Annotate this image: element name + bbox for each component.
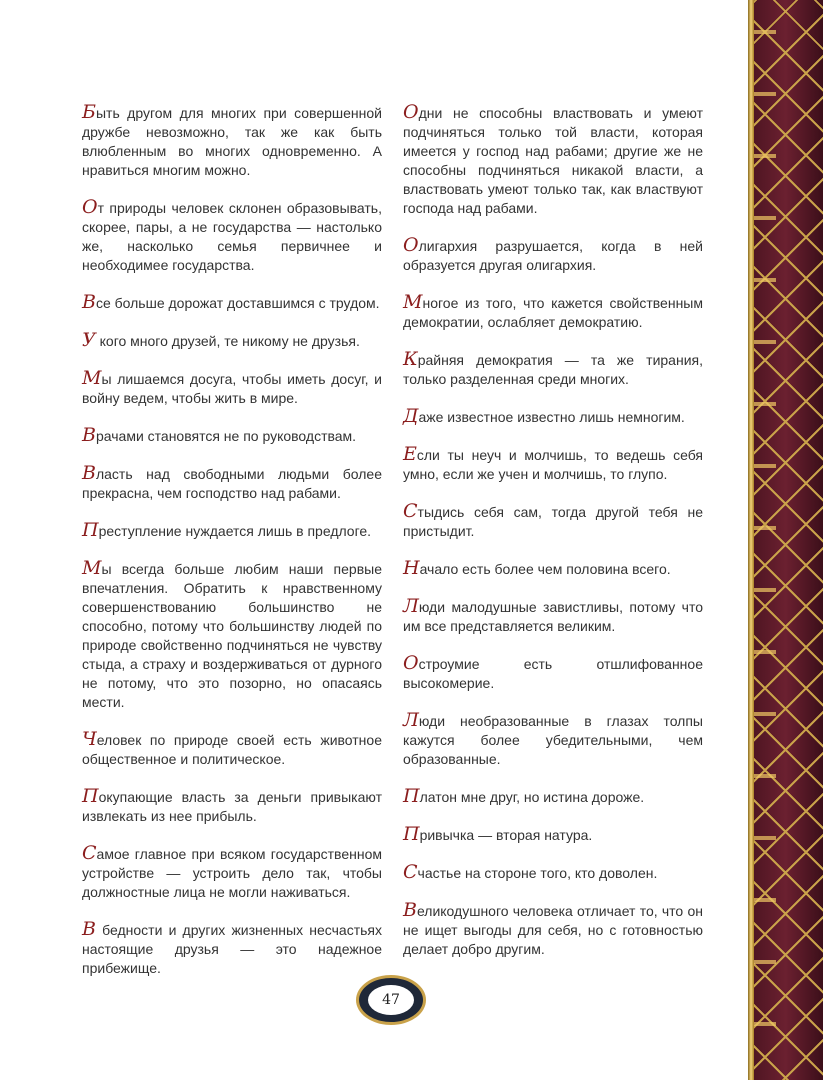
drop-initial: Л — [403, 709, 419, 731]
quote-paragraph — [82, 424, 382, 446]
quote-text: юди необразованные в глазах толпы кажутся более убедительными, чем образованные. — [403, 713, 703, 767]
quote-paragraph — [82, 842, 382, 902]
quote-paragraph — [82, 101, 382, 180]
quote-paragraph — [403, 101, 703, 218]
drop-initial: В — [82, 918, 96, 940]
quote-paragraph — [403, 405, 703, 427]
drop-initial: О — [82, 196, 98, 218]
quote-text: еловек по природе своей есть животное общественное и политическое. — [82, 732, 382, 767]
quote-paragraph — [403, 291, 703, 332]
drop-initial: В — [82, 424, 96, 446]
quote-text: ногое из того, что кажется свойственным демократии, ослабляет демократию. — [403, 295, 703, 330]
drop-initial: С — [82, 842, 97, 864]
quote-paragraph — [82, 519, 382, 541]
quote-paragraph — [82, 918, 382, 978]
drop-initial: О — [403, 652, 419, 674]
drop-initial: П — [403, 823, 420, 845]
drop-initial: Ч — [82, 728, 97, 750]
quote-text: окупающие власть за деньги привыкают извлекать из нее прибыль. — [82, 789, 382, 824]
quote-text: се больше дорожат доставшимся с трудом. — [95, 295, 380, 311]
quote-paragraph — [82, 329, 382, 351]
drop-initial: Д — [403, 405, 419, 427]
quote-paragraph — [82, 291, 382, 313]
quote-text: амое главное при всяком государственном устройстве — устроить дело так, чтобы должностные лица не могли наживаться. — [82, 846, 382, 900]
drop-initial: М — [82, 557, 102, 579]
quote-paragraph — [403, 500, 703, 541]
quote-text: ы лишаемся досуга, чтобы иметь досуг, и войну ведем, чтобы жить в мире. — [82, 371, 382, 406]
quote-paragraph — [403, 652, 703, 693]
drop-initial: У — [82, 329, 96, 351]
drop-initial: П — [82, 785, 99, 807]
drop-initial: С — [403, 500, 418, 522]
drop-initial: Л — [403, 595, 419, 617]
drop-initial: М — [403, 291, 423, 313]
quote-paragraph — [403, 595, 703, 636]
gold-ornament — [754, 0, 776, 1080]
quote-paragraph — [403, 899, 703, 959]
quote-paragraph — [403, 709, 703, 769]
quote-text: юди малодушные завистливы, потому что им все представляется великим. — [403, 599, 703, 634]
quote-text: кого много друзей, те никому не друзья. — [95, 333, 360, 349]
quote-paragraph — [403, 443, 703, 484]
quote-text: райняя демократия — та же тирания, только разделенная среди многих. — [403, 352, 703, 387]
quote-paragraph — [403, 557, 703, 579]
drop-initial: В — [82, 291, 96, 313]
drop-initial: Н — [403, 557, 420, 579]
quote-paragraph — [82, 196, 382, 275]
drop-initial: О — [403, 234, 419, 256]
drop-initial: П — [403, 785, 420, 807]
drop-initial: М — [82, 367, 102, 389]
quote-paragraph — [403, 234, 703, 275]
quote-text: аже известное известно лишь немногим. — [418, 409, 685, 425]
quote-text: еликодушного человека отличает то, что он не ищет выгоды для себя, но с готовностью делает добро другим. — [403, 903, 703, 957]
quote-paragraph — [82, 557, 382, 712]
quote-paragraph — [82, 785, 382, 826]
quote-text: латон мне друг, но истина дороже. — [419, 789, 645, 805]
quote-text: тыдись себя сам, тогда другой тебя не пристыдит. — [403, 504, 703, 539]
quote-text: ыть другом для многих при совершенной дружбе невозможно, так же как быть влюбленным во многих одновременно. А нравиться многим можно. — [82, 105, 382, 178]
quote-paragraph — [82, 462, 382, 503]
quote-text: ласть над свободными людьми более прекрасна, чем господство над рабами. — [82, 466, 382, 501]
drop-initial: К — [403, 348, 418, 370]
left-column — [82, 101, 382, 997]
quote-paragraph — [403, 861, 703, 883]
drop-initial: В — [403, 899, 417, 921]
drop-initial: Е — [403, 443, 417, 465]
drop-initial: В — [82, 462, 96, 484]
drop-initial: С — [403, 861, 418, 883]
quote-text: ачало есть более чем половина всего. — [419, 561, 671, 577]
quote-text: рачами становятся не по руководствам. — [95, 428, 357, 444]
quote-text: лигархия разрушается, когда в ней образуется другая олигархия. — [403, 238, 703, 273]
right-column — [403, 101, 703, 978]
quote-paragraph — [403, 348, 703, 389]
drop-initial: О — [403, 101, 419, 123]
drop-initial: П — [82, 519, 99, 541]
quote-text: ы всегда больше любим наши первые впечатления. Обратить к нравственному совершенствованию большинство не способно, потому что большинству людей по природе свойственно подчиняться не чувству стыда, а страху и воздерживаться от дурного не потому, что это позорно, но опасаясь мести. — [82, 561, 382, 710]
page-number-cartouche — [356, 975, 426, 1025]
quote-paragraph — [82, 728, 382, 769]
quote-text: сли ты неуч и молчишь, то ведешь себя умно, если же учен и молчишь, то глупо. — [403, 447, 703, 482]
quote-paragraph — [403, 823, 703, 845]
quote-text: дни не способны властвовать и умеют подчиняться только той власти, которая имеется у господ над рабами; другие же не способны подчиняться никакой власти, а властвовать умеют только так, как властвуют господа над рабами. — [403, 105, 703, 216]
quote-text: бедности и других жизненных несчастьях настоящие друзья — это надежное прибежище. — [82, 922, 382, 976]
quote-text: частье на стороне того, кто доволен. — [417, 865, 658, 881]
quote-text: т природы человек склонен образовывать, скорее, пары, а не государства — настолько же, насколько семья первичнее и необходимее государства. — [82, 200, 382, 273]
page-number: 47 — [368, 985, 414, 1015]
quote-paragraph — [82, 367, 382, 408]
quote-text: строумие есть отшлифованное высокомерие. — [403, 656, 703, 691]
quote-paragraph — [403, 785, 703, 807]
quote-text: реступление нуждается лишь в предлоге. — [98, 523, 372, 539]
drop-initial: Б — [82, 101, 96, 123]
quote-text: ривычка — вторая натура. — [419, 827, 593, 843]
